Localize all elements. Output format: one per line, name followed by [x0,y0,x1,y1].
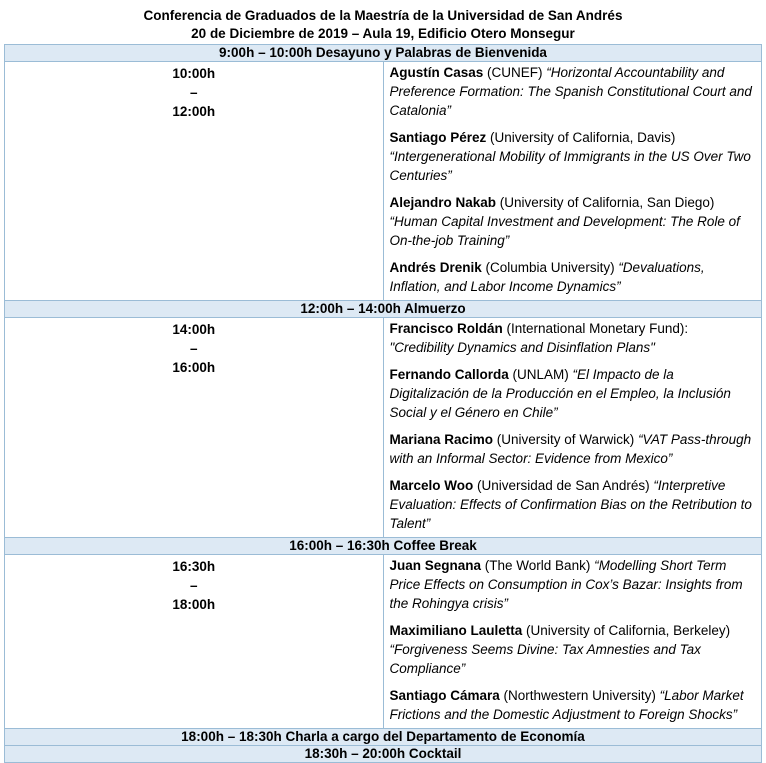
talk-title: "Credibility Dynamics and Disinflation Plans" [389,340,655,355]
band-row [5,301,762,318]
speaker-affiliation: (Universidad de San Andrés) [473,478,654,493]
breakfast-band: 9:00h – 10:00h Desayuno y Palabras de Bienvenida [5,45,762,62]
lunch-band: 12:00h – 14:00h Almuerzo [5,301,762,318]
time-dash: – [189,85,198,100]
session-row [5,62,762,301]
talk-item [390,258,756,296]
session-time [5,62,384,301]
session-row [5,555,762,729]
speaker-name: Santiago Pérez [389,130,487,145]
talk-item [390,365,756,422]
session-talks [383,62,762,301]
time-dash: – [189,341,198,356]
session-end-time: 12:00h [172,104,216,119]
talk-title: “Devaluations, Inflation, and Labor Income Dynamics” [389,260,705,294]
talk-title: “Human Capital Investment and Development: The Role of On-the-job Training” [389,214,740,248]
session-end-time: 16:00h [172,360,216,375]
session-talks [383,555,762,729]
talk-title: “El Impacto de la Digitalización de la Producción en el Empleo, la Inclusión Social y el Género en Chile” [389,367,731,420]
talk-item [390,128,756,185]
talk-item [390,319,756,357]
session-talks [383,318,762,538]
session-start-time: 16:30h [172,559,216,574]
talk-item [390,430,756,468]
band-row [5,45,762,62]
talk-item [390,476,756,533]
session-start-time: 14:00h [172,322,216,337]
speaker-name: Maximiliano Lauletta [389,623,523,638]
session-end-time: 18:00h [172,597,216,612]
talk-item [390,621,756,678]
talk-title: “Forgiveness Seems Divine: Tax Amnesties and Tax Compliance” [389,642,701,676]
speaker-name: Agustín Casas [389,65,484,80]
speaker-name: Alejandro Nakab [389,195,497,210]
talk-title: “Intergenerational Mobility of Immigrants in the US Over Two Centuries” [389,149,751,183]
talk-item [390,63,756,120]
speaker-affiliation: (University of California, Berkeley) [522,623,731,638]
session-time [5,318,384,538]
speaker-name: Andrés Drenik [389,260,482,275]
talk-item [390,556,756,613]
speaker-affiliation: (CUNEF) [483,65,547,80]
talk-item [390,193,756,250]
band-row [5,729,762,746]
speaker-name: Juan Segnana [389,558,482,573]
coffee-break-band: 16:00h – 16:30h Coffee Break [5,538,762,555]
speaker-affiliation: (Northwestern University) [499,688,660,703]
schedule-table [4,44,762,763]
talk-title: “Labor Market Frictions and the Domestic Adjustment to Foreign Shocks” [389,688,744,722]
document-header [0,0,766,43]
conference-date-location: 20 de Diciembre de 2019 – Aula 19, Edificio Otero Monsegur [191,26,575,41]
speaker-name: Francisco Roldán [389,321,503,336]
session-row [5,318,762,538]
time-dash: – [189,578,198,593]
speaker-name: Marcelo Woo [389,478,474,493]
speaker-affiliation: (The World Bank) [481,558,595,573]
speaker-name: Mariana Racimo [389,432,494,447]
talk-title: “Interpretive Evaluation: Effects of Confirmation Bias on the Retribution to Talent” [389,478,752,531]
speaker-name: Fernando Callorda [389,367,509,382]
speaker-affiliation: (University of California, Davis) [486,130,676,145]
speaker-name: Santiago Cámara [389,688,500,703]
band-row [5,746,762,763]
session-start-time: 10:00h [172,66,216,81]
speaker-affiliation: (UNLAM) [508,367,573,382]
talk-item [390,686,756,724]
band-row [5,538,762,555]
talk-title: “Modelling Short Term Price Effects on Consumption in Cox’s Bazar: Insights from the Rohingya crisis” [389,558,743,611]
talk-title: “Horizontal Accountability and Preference Formation: The Spanish Constitutional Court and Catalonia” [389,65,752,118]
cocktail-band: 18:30h – 20:00h Cocktail [5,746,762,763]
session-time [5,555,384,729]
speaker-affiliation: (International Monetary Fund): [502,321,689,336]
speaker-affiliation: (Columbia University) [481,260,619,275]
speaker-affiliation: (University of Warwick) [493,432,639,447]
conference-title: Conferencia de Graduados de la Maestría de la Universidad de San Andrés [143,8,623,23]
talk-title: “VAT Pass-through with an Informal Sector: Evidence from Mexico” [389,432,752,466]
economics-talk-band: 18:00h – 18:30h Charla a cargo del Departamento de Economía [5,729,762,746]
speaker-affiliation: (University of California, San Diego) [496,195,715,210]
